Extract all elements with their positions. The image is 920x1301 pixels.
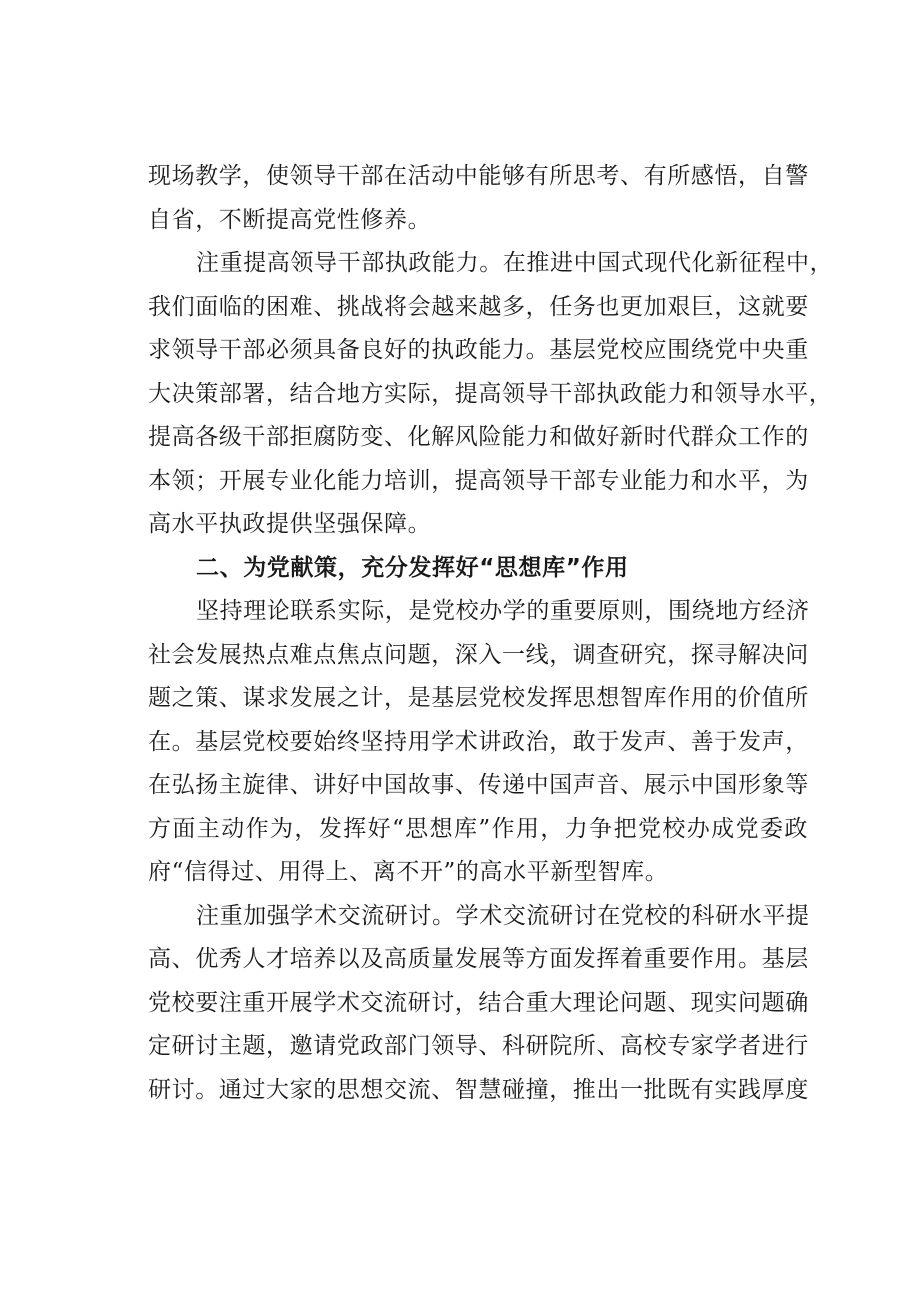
paragraph-4-line-2: 高、优秀人才培养以及高质量发展等方面发挥着重要作用。基层 [148,946,809,972]
paragraph-3-line-5: 在弘扬主旋律、讲好中国故事、传递中国声音、展示中国形象等 [148,772,809,798]
paragraph-3-line-3: 题之策、谋求发展之计，是基层党校发挥思想智库作用的价值所 [148,685,809,711]
paragraph-4-line-3: 党校要注重开展学术交流研讨，结合重大理论问题、现实问题确 [148,989,809,1016]
paragraph-1-line-2: 自省，不断提高党性修养。 [148,206,432,233]
paragraph-2-line-2: 我们面临的困难、挑战将会越来越多，任务也更加艰巨，这就要 [148,293,809,320]
paragraph-2-line-5: 提高各级干部拒腐防变、化解风险能力和做好新时代群众工作的 [148,424,809,450]
document-body [148,155,834,1112]
paragraph-1-line-1: 现场教学，使领导干部在活动中能够有所思考、有所感悟，自警 [148,163,809,189]
paragraph-2-line-6: 本领；开展专业化能力培训，提高领导干部专业能力和水平，为 [148,467,809,494]
paragraph-4-line-4: 定研讨主题，邀请党政部门领导、科研院所、高校专家学者进行 [148,1033,809,1059]
paragraph-3-line-6: 方面主动作为，发挥好“思想库”作用，力争把党校办成党委政 [148,815,808,842]
paragraph-3-line-1: 坚持理论联系实际，是党校办学的重要原则，围绕地方经济 [196,598,810,624]
paragraph-4-line-1: 注重加强学术交流研讨。学术交流研讨在党校的科研水平提 [196,902,810,929]
paragraph-3-line-7: 府“信得过、用得上、离不开”的高水平新型智库。 [148,859,669,885]
paragraph-2-line-7: 高水平执政提供坚强保障。 [148,511,432,537]
paragraph-3-line-4: 在。基层党校要始终坚持用学术讲政治，敢于发声、善于发声， [148,728,809,755]
section-heading: 二、为党献策，充分发挥好“思想库”作用 [196,554,629,581]
paragraph-4-line-5: 研讨。通过大家的思想交流、智慧碰撞，推出一批既有实践厚度 [148,1076,809,1103]
paragraph-2-line-4: 大决策部署，结合地方实际，提高领导干部执政能力和领导水平， [148,380,833,407]
paragraph-2-line-3: 求领导干部必须具备良好的执政能力。基层党校应围绕党中央重 [148,337,809,363]
paragraph-2-line-1: 注重提高领导干部执政能力。在推进中国式现代化新征程中， [196,250,834,276]
paragraph-3-line-2: 社会发展热点难点焦点问题，深入一线，调查研究，探寻解决问 [148,641,809,668]
